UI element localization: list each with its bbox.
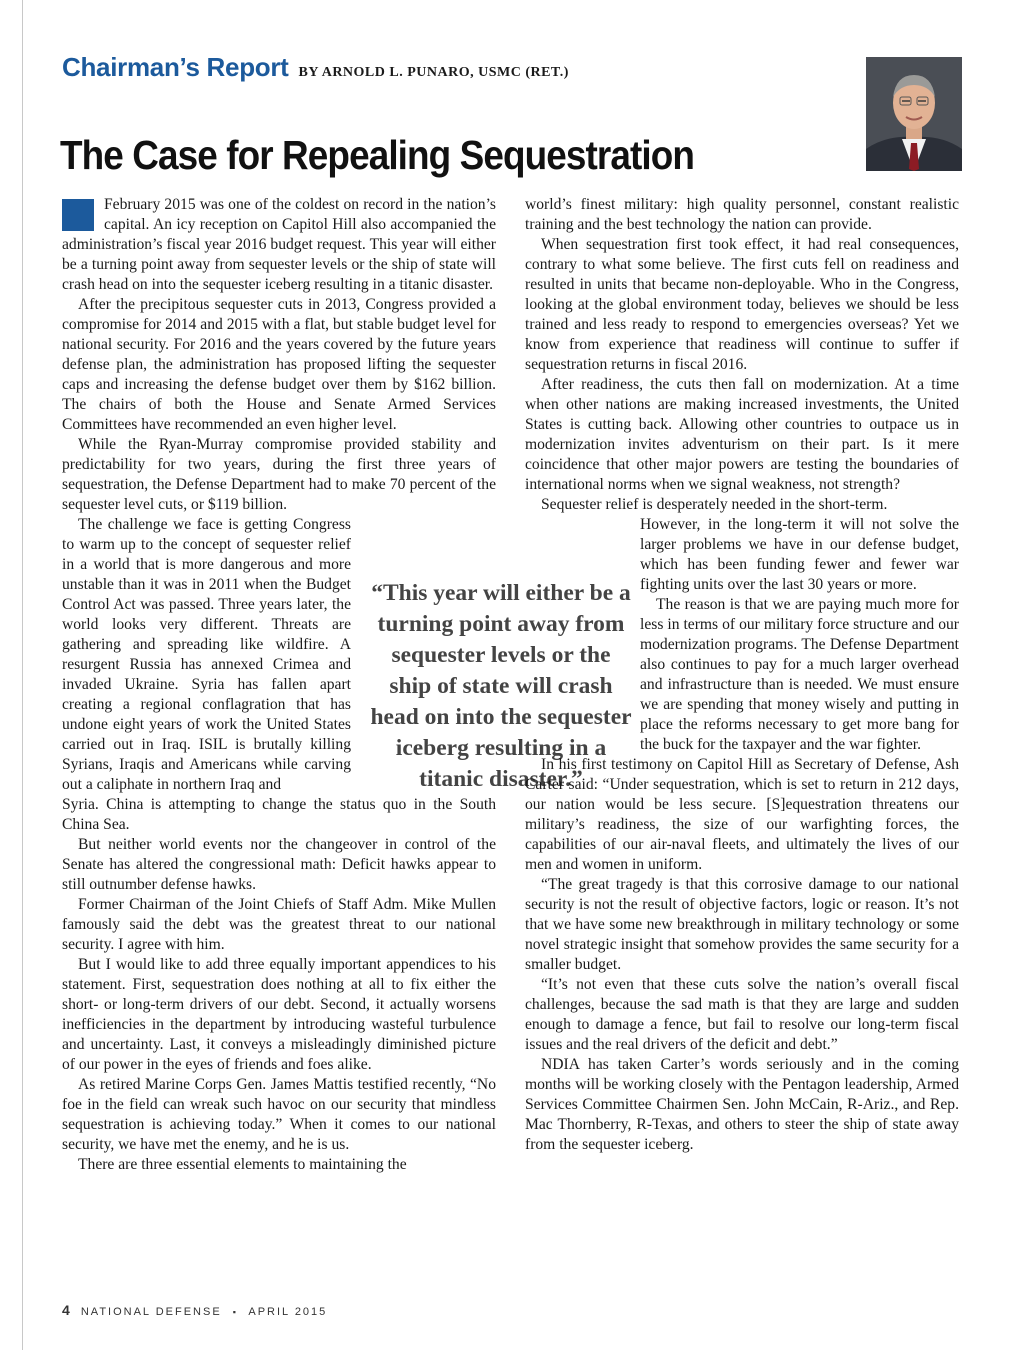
page-edge-rule xyxy=(22,0,23,1350)
paragraph: NDIA has taken Carter’s words seriously and in the coming months will be working closely with the Pentagon leadership, Armed Services Committee Chairmen Sen. John McCain, R-Ariz., and Rep. Mac Thornberry, R-Texas, and others to steer the ship of state away from the sequester iceberg. xyxy=(525,1056,959,1153)
paragraph xyxy=(62,195,496,295)
paragraph: Sequester relief is desperately needed in the short-term. xyxy=(541,496,888,513)
paragraph: There are three essential elements to maintaining the xyxy=(78,1156,407,1173)
section-label: Chairman’s Report xyxy=(62,52,289,82)
right-column xyxy=(525,195,959,1155)
paragraph: The reason is that we are paying much more for less in terms of our military force structure and our modernization programs. The Defense Department also continues to pay for a much larger overhead and infrastructure than is needed. We must ensure we are spending that money wisely and putting in place the reforms necessary to get more bang for the buck for the taxpayer and the war fighter. xyxy=(640,596,959,753)
author-portrait-icon xyxy=(866,57,962,171)
paragraph: After the precipitous sequester cuts in 2013, Congress provided a compromise for 2014 and 2015 with a flat, but stable budget level for national security. For 2016 and the years covered by the future years defense plan, the administration has proposed lifting the sequester caps and increasing the defense budget over them by $162 billion. The chairs of both the House and Senate Armed Services Committees have recommended an even higher level. xyxy=(62,296,496,433)
issue-date: APRIL 2015 xyxy=(248,1306,328,1318)
paragraph: The challenge we face is getting Congress to warm up to the concept of sequester relief in a world that is more dangerous and more unstable than it was in 2011 when the Budget Control Act was passed. Three years later, the world looks very different. Threats are gathering and spreading like wildfire. A resurgent Russia has annexed Crimea and invaded Ukraine. Syria has fallen apart creating a regional conflagration that has undone eight years of work the United States carried out in Iraq. ISIL is brutally killing Syrians, Iraqis and Americans while carving out a caliphate in northern Iraq and xyxy=(62,516,351,793)
publication-name: NATIONAL DEFENSE xyxy=(80,1306,222,1318)
paragraph: As retired Marine Corps Gen. James Mattis testified recently, “No foe in the field can wreak such havoc on our security that mindless sequestration is achieving today.” When it comes to our national security, we have met the enemy, and he is us. xyxy=(62,1076,496,1153)
paragraph: “It’s not even that these cuts solve the nation’s overall fiscal challenges, because the sad math is that they are large and sudden enough to damage a fence, but fail to resolve our long-term fiscal issues and the real drivers of the deficit and debt.” xyxy=(525,976,959,1053)
paragraph: “The great tragedy is that this corrosive damage to our national security is not the result of objective factors, logic or reason. It’s not that we have some new breakthrough in military technology or some novel strategic insight that somehow provides the same security for a smaller budget. xyxy=(525,876,959,973)
paragraph: But neither world events nor the changeover in control of the Senate has altered the congressional math: Deficit hawks appear to still outnumber defense hawks. xyxy=(62,836,496,893)
paragraph-text: February 2015 was one of the coldest on record in the nation’s capital. An icy reception on Capitol Hill also accompanied the administration’s fiscal year 2016 budget request. This year will either be a turning point away from sequester levels or the ship of state will crash head on into the sequester iceberg resulting in a titanic disaster. xyxy=(62,196,496,293)
paragraph: In his first testimony on Capitol Hill as Secretary of Defense, Ash Carter said: “Under sequestration, which is set to return in 212 days, our nation would be less secure. [S]equestration threatens our military’s readiness, the size of our warfighting forces, the capabilities of our air-naval fleets, and ultimately the lives of our men and women in uniform. xyxy=(525,756,959,873)
wrapped-text-block xyxy=(640,515,959,755)
drop-marker-icon xyxy=(62,199,94,231)
author-photo xyxy=(866,57,962,171)
byline: BY ARNOLD L. PUNARO, USMC (RET.) xyxy=(298,65,569,80)
paragraph: But I would like to add three equally important appendices to his statement. First, sequestration does nothing at all to fix either the short- or long-term drivers of our debt. Second, it actually worsens inefficiencies in the department by introducing wasteful turbulence and uncertainty. Last, it conveys a misleadingly diminished picture of our power in the eyes of friends and foes alike. xyxy=(62,956,496,1073)
paragraph: world’s finest military: high quality personnel, constant realistic training and the best technology the nation can provide. xyxy=(525,196,959,233)
page-number: 4 xyxy=(62,1302,70,1318)
paragraph: Syria. China is attempting to change the status quo in the South China Sea. xyxy=(62,796,496,833)
footer-separator: ▪ xyxy=(232,1307,238,1317)
headline: The Case for Repealing Sequestration xyxy=(60,132,695,178)
paragraph: However, in the long-term it will not solve the larger problems we have in our defense budget, which has been funding fewer and fewer war fighting units over the last 30 years or more. xyxy=(640,516,959,593)
paragraph: After readiness, the cuts then fall on modernization. At a time when other nations are making increased investments, the United States is cutting back. Allowing other countries to outpace us in modernization invites adventurism on their part. Is it mere coincidence that other major powers are testing the boundaries of international norms when we signal weakness, not strength? xyxy=(525,376,959,493)
page-footer xyxy=(62,1302,327,1318)
paragraph: While the Ryan-Murray compromise provided stability and predictability for two years, during the first three years of sequestration, the Defense Department had to make 70 percent of the sequester level cuts, or $119 billion. xyxy=(62,436,496,513)
paragraph: When sequestration first took effect, it had real consequences, contrary to what some believe. The first cuts fell on readiness and resulted in units that became non-deployable. Who in the Congress, looking at the global environment today, believes we should be less trained and less ready to respond to emergencies overseas? Yet we know from experience that readiness will continue to suffer if sequestration returns in fiscal 2016. xyxy=(525,236,959,373)
paragraph: Former Chairman of the Joint Chiefs of Staff Adm. Mike Mullen famously said the debt was the greatest threat to our national security. I agree with him. xyxy=(62,896,496,953)
report-header xyxy=(62,52,569,83)
pull-quote: “This year will either be a turning point away from sequester levels or the ship of state will crash head on into the sequester iceberg resulting in a titanic disaster.” xyxy=(370,580,632,792)
